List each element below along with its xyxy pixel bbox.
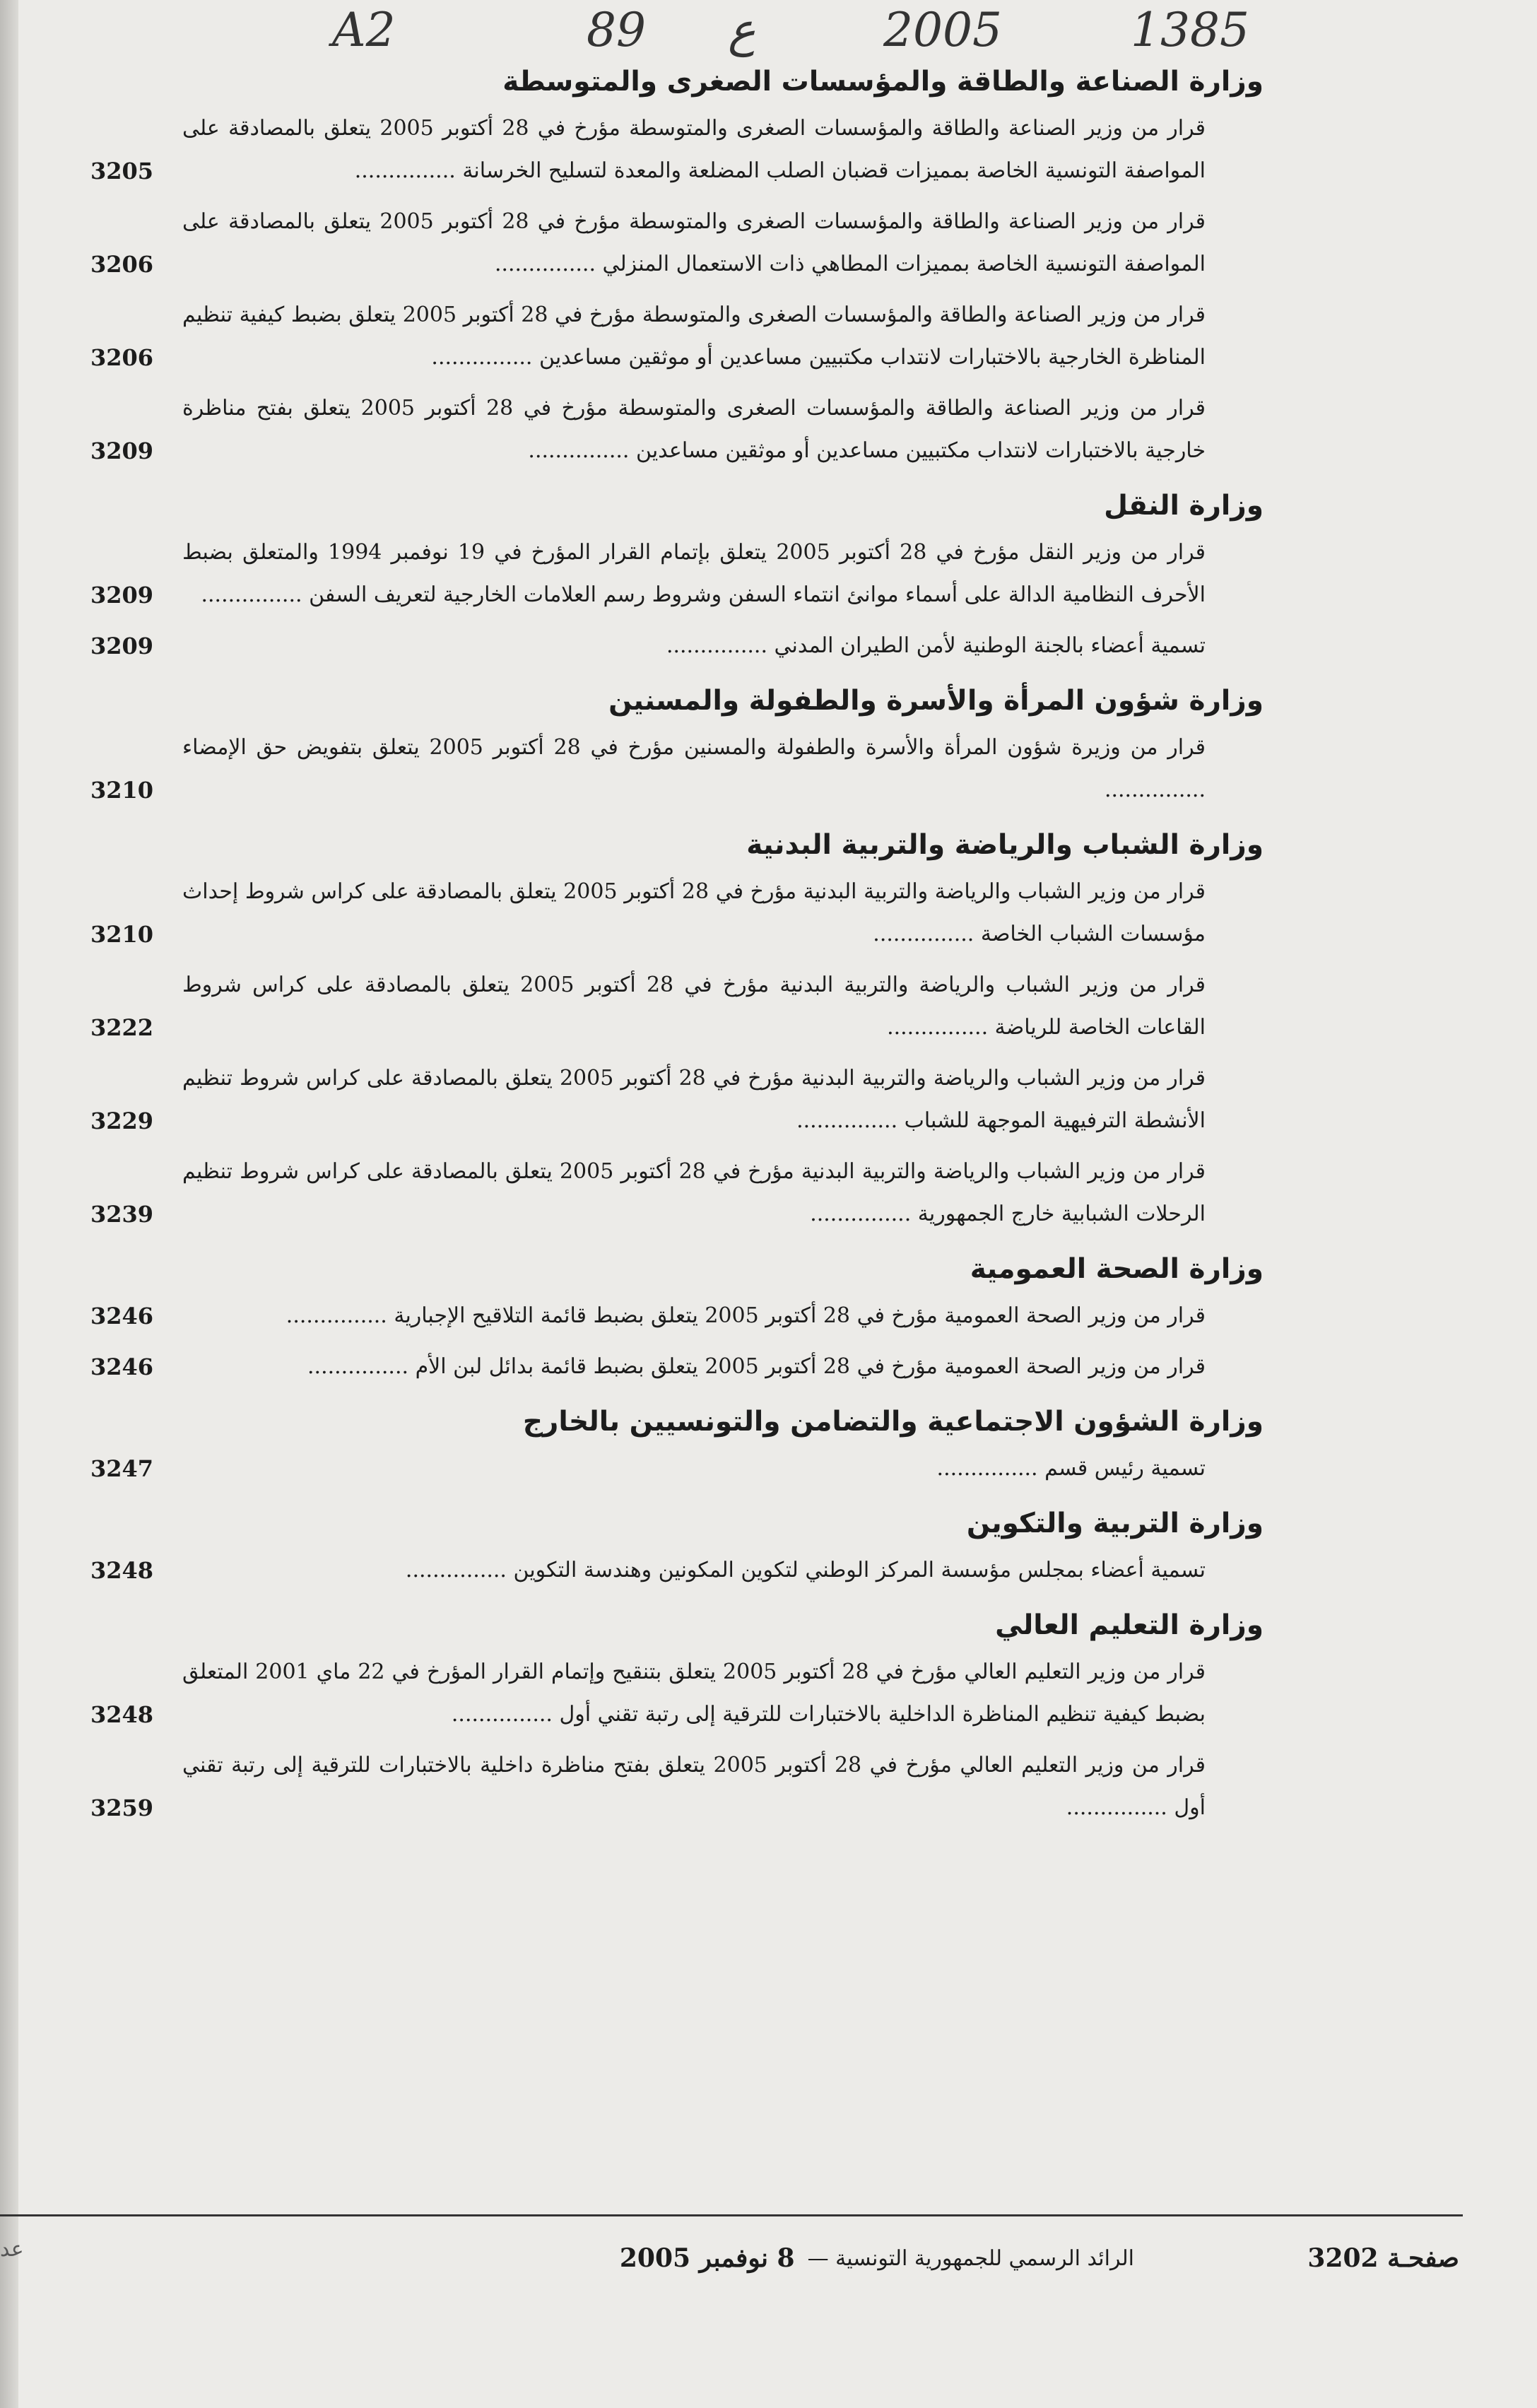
toc-entry — [90, 201, 1264, 286]
entry-page-number: 3209 — [90, 437, 154, 464]
ministry-title: وزارة التربية والتكوين — [966, 1508, 1264, 1539]
entry-title: قرار من وزير التعليم العالي مؤرخ في 28 أكتوبر 2005 يتعلق بتنقيح وإتمام القرار المؤرخ في 22 ماي 2001 المتعلق بضبط كيفية تنظيم المناظرة الداخلية بالاختبارات للترقية إلى رتبة تقني أول — [182, 1660, 1206, 1727]
dot-leader: ............... — [1066, 1795, 1174, 1820]
ministry-section — [90, 1606, 1264, 1829]
dot-leader: ............... — [1104, 777, 1206, 802]
entry-text — [182, 727, 1264, 811]
handwritten-year: 2005 — [883, 3, 1002, 57]
entry-text — [182, 625, 1264, 667]
entry-text — [182, 1447, 1264, 1490]
toc-entry — [90, 1651, 1264, 1736]
entry-text — [182, 964, 1264, 1049]
dot-leader: ............... — [451, 1702, 560, 1727]
toc-entry — [90, 625, 1264, 667]
entry-title: قرار من وزير الشباب والرياضة والتربية البدنية مؤرخ في 28 أكتوبر 2005 يتعلق بالمصادقة على كراس شروط تنظيم الأنشطة الترفيهية الموجهة للشباب — [182, 1066, 1206, 1133]
entry-text — [182, 1057, 1264, 1142]
ministry-title: وزارة النقل — [1104, 490, 1264, 522]
entry-title: قرار من وزيرة شؤون المرأة والأسرة والطفولة والمسنين مؤرخ في 28 أكتوبر 2005 يتعلق بتفويض حق الإمضاء — [182, 735, 1206, 760]
entry-text — [182, 1346, 1264, 1388]
ministry-title: وزارة التعليم العالي — [995, 1609, 1264, 1641]
entry-text — [182, 201, 1264, 286]
toc-entry — [90, 531, 1264, 616]
entry-page-number: 3248 — [90, 1557, 154, 1584]
dot-leader: ............... — [810, 1202, 918, 1226]
toc-entry — [90, 1346, 1264, 1388]
dot-leader: ............... — [354, 158, 463, 183]
dot-leader: ............... — [494, 252, 603, 276]
page-footer — [367, 2233, 1459, 2283]
entry-title: قرار من وزير الصحة العمومية مؤرخ في 28 أكتوبر 2005 يتعلق بضبط قائمة بدائل لبن الأم — [415, 1354, 1206, 1379]
entry-title: قرار من وزير الشباب والرياضة والتربية البدنية مؤرخ في 28 أكتوبر 2005 يتعلق بالمصادقة على كراس شروط القاعات الخاصة للرياضة — [182, 973, 1206, 1040]
entry-text — [182, 1651, 1264, 1736]
entry-page-number: 3246 — [90, 1303, 154, 1329]
entry-title: قرار من وزير الصناعة والطاقة والمؤسسات الصغرى والمتوسطة مؤرخ في 28 أكتوبر 2005 يتعلق بضبط كيفية تنظيم المناظرة الخارجية بالاختبارات لانتداب مكتبيين مساعدين أو موثقين مساعدين — [182, 303, 1206, 370]
entry-page-number: 3205 — [90, 158, 154, 184]
entry-title: قرار من وزير الشباب والرياضة والتربية البدنية مؤرخ في 28 أكتوبر 2005 يتعلق بالمصادقة على كراس شروط تنظيم الرحلات الشبابية خارج الجمهورية — [182, 1159, 1206, 1226]
ministry-section — [90, 826, 1264, 1235]
dot-leader: ............... — [307, 1354, 416, 1379]
entry-text — [182, 871, 1264, 956]
entry-page-number: 3246 — [90, 1353, 154, 1380]
footer-divider — [0, 2214, 1463, 2216]
entry-title: قرار من وزير النقل مؤرخ في 28 أكتوبر 2005 يتعلق بإتمام القرار المؤرخ في 19 نوفمبر 1994 والمتعلق بضبط الأحرف النظامية الدالة على أسماء موانئ انتماء السفن وشروط رسم العلامات الخارجية لتعريف السفن — [182, 540, 1206, 607]
ministry-section — [90, 681, 1264, 811]
ministry-section — [90, 1250, 1264, 1388]
toc-entry — [90, 107, 1264, 192]
ministry-title: وزارة الصناعة والطاقة والمؤسسات الصغرى والمتوسطة — [502, 66, 1264, 98]
toc-entry — [90, 1057, 1264, 1142]
entry-text — [182, 107, 1264, 192]
margin-text-fragment: عد — [0, 2237, 24, 2262]
entry-text — [182, 1295, 1264, 1337]
entry-title: قرار من وزير الصناعة والطاقة والمؤسسات الصغرى والمتوسطة مؤرخ في 28 أكتوبر 2005 يتعلق بفتح مناظرة خارجية بالاختبارات لانتداب مكتبيين مساعدين أو موثقين مساعدين — [182, 396, 1206, 463]
entry-text — [182, 1151, 1264, 1235]
ministry-title: وزارة شؤون المرأة والأسرة والطفولة والمسنين — [608, 685, 1264, 717]
entry-page-number: 3248 — [90, 1701, 154, 1728]
entry-page-number: 3209 — [90, 582, 154, 609]
dot-leader: ............... — [201, 582, 310, 607]
toc-entry — [90, 387, 1264, 472]
toc-entry — [90, 294, 1264, 379]
ministry-section — [90, 486, 1264, 667]
page-binding-edge — [0, 0, 18, 2408]
entry-text — [182, 531, 1264, 616]
toc-entry — [90, 727, 1264, 811]
entry-title: قرار من وزير الشباب والرياضة والتربية البدنية مؤرخ في 28 أكتوبر 2005 يتعلق بالمصادقة على كراس شروط إحداث مؤسسات الشباب الخاصة — [182, 879, 1206, 946]
ministry-title: وزارة الشؤون الاجتماعية والتضامن والتونسيين بالخارج — [522, 1406, 1264, 1438]
handwritten-ref: 1385 — [1131, 3, 1249, 57]
dot-leader: ............... — [796, 1108, 905, 1133]
entry-title: قرار من وزير التعليم العالي مؤرخ في 28 أكتوبر 2005 يتعلق بفتح مناظرة داخلية بالاختبارات للترقية إلى رتبة تقني أول — [182, 1753, 1206, 1820]
entry-title: تسمية أعضاء بالجنة الوطنية لأمن الطيران المدني — [774, 633, 1206, 658]
handwritten-code: A2 — [332, 3, 396, 57]
entry-page-number: 3206 — [90, 251, 154, 278]
ministry-section — [90, 1402, 1264, 1490]
entry-page-number: 3210 — [90, 777, 154, 804]
entry-page-number: 3222 — [90, 1014, 154, 1041]
footer-date: 8 نوفمبر 2005 — [619, 2243, 795, 2273]
table-of-contents — [90, 62, 1264, 1999]
entry-page-number: 3209 — [90, 633, 154, 659]
entry-text — [182, 294, 1264, 379]
entry-page-number: 3239 — [90, 1201, 154, 1228]
toc-entry — [90, 964, 1264, 1049]
toc-entry — [90, 1549, 1264, 1592]
footer-page-number: صفحـة 3202 — [1307, 2243, 1459, 2273]
dot-leader: ............... — [887, 1015, 995, 1040]
toc-entry — [90, 1295, 1264, 1337]
ministry-title: وزارة الصحة العمومية — [970, 1253, 1264, 1285]
entry-page-number: 3247 — [90, 1455, 154, 1482]
entry-page-number: 3259 — [90, 1795, 154, 1821]
entry-title: قرار من وزير الصناعة والطاقة والمؤسسات الصغرى والمتوسطة مؤرخ في 28 أكتوبر 2005 يتعلق بالمصادقة على المواصفة التونسية الخاصة بمميزات قضبان الصلب المضلعة والمعدة لتسليح الخرسانة — [182, 116, 1206, 183]
entry-page-number: 3206 — [90, 344, 154, 371]
entry-title: قرار من وزير الصحة العمومية مؤرخ في 28 أكتوبر 2005 يتعلق بضبط قائمة التلاقيح الإجبارية — [394, 1303, 1206, 1328]
handwritten-number: 89 — [587, 3, 646, 57]
entry-text — [182, 387, 1264, 472]
ministry-section — [90, 1504, 1264, 1592]
handwritten-annotation — [332, 3, 1307, 68]
ministry-section — [90, 62, 1264, 472]
dot-leader: ............... — [431, 345, 539, 370]
dot-leader: ............... — [873, 922, 981, 946]
dot-leader: ............... — [666, 633, 775, 658]
dot-leader: ............... — [405, 1558, 514, 1582]
toc-entry — [90, 1151, 1264, 1235]
toc-entry — [90, 871, 1264, 956]
dot-leader: ............... — [285, 1303, 394, 1328]
entry-text — [182, 1549, 1264, 1592]
dot-leader: ............... — [528, 438, 636, 463]
entry-text — [182, 1744, 1264, 1829]
handwritten-letter: ع — [728, 3, 756, 57]
entry-page-number: 3229 — [90, 1108, 154, 1134]
entry-page-number: 3210 — [90, 921, 154, 948]
toc-entry — [90, 1447, 1264, 1490]
dot-leader: ............... — [936, 1456, 1045, 1481]
entry-title: تسمية رئيس قسم — [1044, 1456, 1206, 1481]
ministry-title: وزارة الشباب والرياضة والتربية البدنية — [746, 829, 1264, 861]
toc-entry — [90, 1744, 1264, 1829]
entry-title: قرار من وزير الصناعة والطاقة والمؤسسات الصغرى والمتوسطة مؤرخ في 28 أكتوبر 2005 يتعلق بالمصادقة على المواصفة التونسية الخاصة بمميزات المطاهي ذات الاستعمال المنزلي — [182, 209, 1206, 276]
entry-title: تسمية أعضاء بمجلس مؤسسة المركز الوطني لتكوين المكونين وهندسة التكوين — [513, 1558, 1206, 1582]
footer-journal-title: الرائد الرسمي للجمهورية التونسية — — [807, 2245, 1134, 2271]
